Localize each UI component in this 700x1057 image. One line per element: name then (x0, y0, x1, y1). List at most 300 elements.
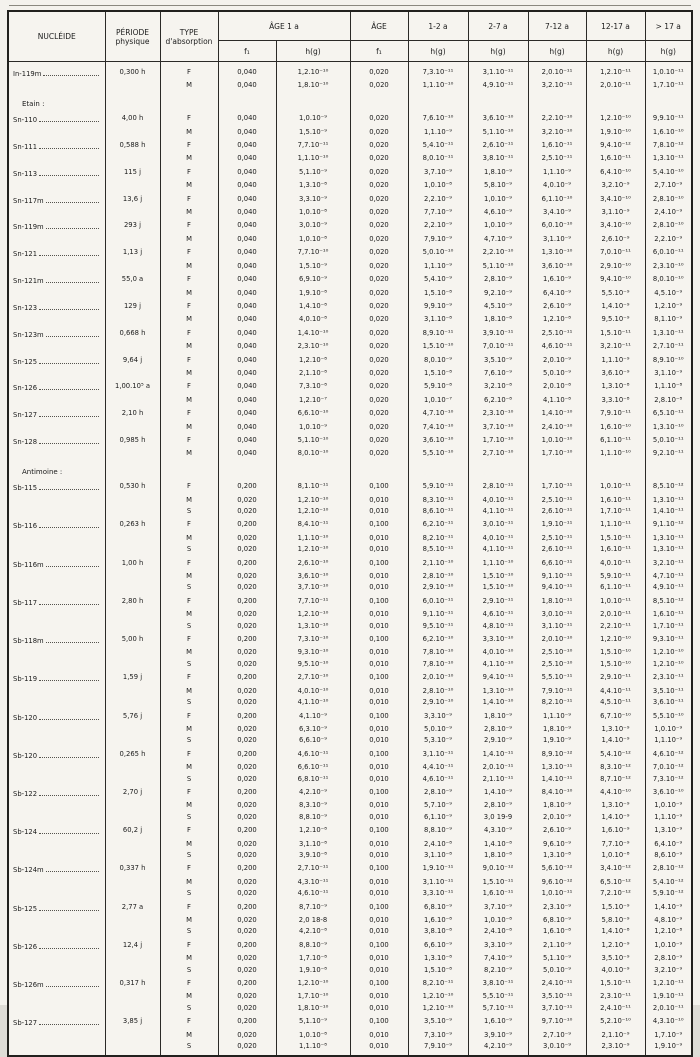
nuclide-name: Sb-117 (13, 598, 38, 607)
period-cell (105, 991, 160, 1002)
value-cell: 3,6.10⁻¹⁰ (276, 571, 350, 582)
value-cell: 0,040 (218, 127, 276, 138)
value-cell: 0,010 (350, 762, 408, 773)
header-type-line1: TYPE (179, 27, 199, 37)
value-cell: 9,3.10⁻¹¹ (645, 632, 692, 647)
value-cell: 4,9.10⁻¹¹ (468, 80, 528, 91)
nuclide-data-row (8, 1041, 692, 1056)
nuclide-name-cell (8, 272, 105, 287)
value-cell: 1,8.10⁻¹⁰ (276, 1003, 350, 1014)
value-cell: 0,200 (218, 709, 276, 724)
value-cell: 2,8.10⁻⁸ (645, 395, 692, 406)
absorption-type-cell: M (160, 127, 218, 138)
value-cell: 1,7.10⁻¹⁰ (468, 433, 528, 448)
value-cell: 1,5.10⁻¹⁰ (408, 341, 468, 352)
value-cell: 9,5.10⁻¹⁰ (276, 659, 350, 670)
value-cell: 2,5.10⁻¹¹ (528, 533, 586, 544)
value-cell: 0,200 (218, 747, 276, 762)
value-cell: 6,1.10⁻¹¹ (586, 433, 645, 448)
absorption-type-cell: F (160, 861, 218, 876)
empty-cell (586, 460, 645, 479)
value-cell: 3,0 19-9 (468, 812, 528, 823)
value-cell: 3,1.10⁻¹¹ (528, 621, 586, 632)
empty-cell (105, 460, 160, 479)
value-cell: 3,7.10⁻¹⁰ (468, 422, 528, 433)
absorption-type-cell: S (160, 926, 218, 937)
nuclide-name-cell (8, 747, 105, 762)
value-cell: 3,6.10⁻¹⁰ (408, 433, 468, 448)
value-cell: 8,9.10⁻¹⁰ (645, 353, 692, 368)
value-cell: 4,2.10⁻⁸ (276, 926, 350, 937)
value-cell: 3,0.10⁻⁹ (528, 1041, 586, 1056)
value-cell: 1,5.10⁻¹¹ (586, 326, 645, 341)
period-cell (105, 735, 160, 746)
value-cell: 5,0.10⁻⁹ (528, 368, 586, 379)
value-cell: 1,2.10⁻¹⁰ (586, 632, 645, 647)
period-cell (105, 850, 160, 861)
value-cell: 0,200 (218, 594, 276, 609)
nuclide-data-row (8, 448, 692, 459)
nuclide-data-row (8, 495, 692, 506)
value-cell: 1,4.10⁻¹⁰ (528, 406, 586, 421)
value-cell: 4,1.10⁻¹¹ (468, 506, 528, 517)
value-cell: 7,9.10⁻¹¹ (586, 406, 645, 421)
value-cell: 4,0.10⁻¹¹ (468, 495, 528, 506)
value-cell: 0,040 (218, 180, 276, 191)
value-cell: 0,010 (350, 1003, 408, 1014)
nuclide-data-row (8, 659, 692, 670)
header-age-2-7: 2-7 a (468, 11, 528, 41)
value-cell: 0,020 (218, 582, 276, 593)
value-cell: 2,3.10⁻¹¹ (645, 670, 692, 685)
value-cell: 6,4.10⁻¹⁰ (586, 165, 645, 180)
period-cell (105, 341, 160, 352)
value-cell: 7,8.10⁻¹⁰ (408, 647, 468, 658)
value-cell: 2,6.10⁻¹¹ (528, 544, 586, 555)
absorption-type-cell: F (160, 976, 218, 991)
value-cell: 4,7.10⁻¹⁰ (408, 406, 468, 421)
value-cell: 0,040 (218, 272, 276, 287)
value-cell: 7,3.10⁻⁹ (408, 1030, 468, 1041)
value-cell: 1,6.10⁻⁹ (468, 1014, 528, 1029)
empty-cell (218, 460, 276, 479)
period-cell: 5,00 h (105, 632, 160, 647)
value-cell: 3,5.10⁻⁹ (586, 953, 645, 964)
period-cell: 0,668 h (105, 326, 160, 341)
value-cell: 1,3.10⁻⁸ (528, 850, 586, 861)
value-cell: 3,7.10⁻⁹ (468, 900, 528, 915)
value-cell: 0,100 (350, 900, 408, 915)
value-cell: 0,100 (350, 976, 408, 991)
nuclide-name: Sb-124m (13, 866, 44, 875)
value-cell: 2,2.10⁻⁹ (645, 234, 692, 245)
empty-cell (276, 460, 350, 479)
header-nuclide: NUCLÉIDE (8, 11, 105, 62)
value-cell: 7,7.10⁻¹⁰ (276, 245, 350, 260)
value-cell: 1,2.10⁻¹⁰ (276, 495, 350, 506)
nuclide-name-cell (8, 506, 105, 517)
value-cell: 0,200 (218, 823, 276, 838)
nuclide-data-row (8, 762, 692, 773)
absorption-type-cell: M (160, 571, 218, 582)
value-cell: 5,0.10⁻¹⁰ (408, 245, 468, 260)
value-cell: 1,1.10⁻⁹ (645, 812, 692, 823)
value-cell: 0,200 (218, 670, 276, 685)
period-cell (105, 448, 160, 459)
period-cell: 5,76 j (105, 709, 160, 724)
value-cell: 3,8.10⁻⁸ (408, 926, 468, 937)
value-cell: 0,020 (350, 448, 408, 459)
value-cell: 0,020 (218, 495, 276, 506)
value-cell: 6,8.10⁻⁹ (528, 915, 586, 926)
nuclide-data-row (8, 272, 692, 287)
value-cell: 2,6.10⁻¹¹ (468, 138, 528, 153)
value-cell: 0,020 (218, 621, 276, 632)
value-cell: 0,010 (350, 659, 408, 670)
value-cell: 2,0 18-8 (276, 915, 350, 926)
nuclide-name: Sb-122 (13, 789, 38, 798)
dotted-leader (43, 67, 98, 76)
value-cell: 1,0.10⁻¹¹ (645, 62, 692, 81)
value-cell: 1,6.10⁻¹¹ (586, 153, 645, 164)
header-f1-age: f₁ (350, 41, 408, 62)
nuclide-data-row (8, 395, 692, 406)
nuclide-name-cell (8, 299, 105, 314)
value-cell: 1,8.10⁻¹⁰ (276, 80, 350, 91)
absorption-type-cell: S (160, 774, 218, 785)
value-cell: 0,020 (350, 341, 408, 352)
nuclide-name: In-119m (13, 70, 42, 78)
value-cell: 0,200 (218, 785, 276, 800)
value-cell: 5,4.10⁻¹² (645, 877, 692, 888)
value-cell: 6,4.10⁻⁹ (645, 839, 692, 850)
nuclide-data-row (8, 192, 692, 207)
value-cell: 0,020 (350, 180, 408, 191)
value-cell: 4,1.10⁻⁸ (528, 395, 586, 406)
empty-cell (528, 92, 586, 111)
value-cell: 2,8.10⁻⁹ (468, 272, 528, 287)
value-cell: 0,040 (218, 326, 276, 341)
nuclide-data-row (8, 965, 692, 976)
nuclide-name-cell (8, 479, 105, 494)
nuclide-data-row (8, 127, 692, 138)
value-cell: 1,0.10⁻⁸ (276, 234, 350, 245)
value-cell: 0,010 (350, 926, 408, 937)
value-cell: 1,7.10⁻¹¹ (645, 80, 692, 91)
value-cell: 1,1.10⁻⁹ (586, 353, 645, 368)
period-cell: 293 j (105, 218, 160, 233)
absorption-type-cell: S (160, 544, 218, 555)
value-cell: 2,1.10⁻⁹ (528, 938, 586, 953)
value-cell: 0,020 (350, 127, 408, 138)
absorption-type-cell: M (160, 609, 218, 620)
value-cell: 8,0.10⁻¹⁰ (645, 272, 692, 287)
dotted-leader (46, 558, 99, 567)
nuclide-data-row (8, 1003, 692, 1014)
value-cell: 1,6.10⁻¹⁰ (645, 127, 692, 138)
value-cell: 0,020 (218, 735, 276, 746)
period-cell: 2,10 h (105, 406, 160, 421)
nuclide-data-row (8, 724, 692, 735)
value-cell: 6,4.10⁻⁹ (528, 288, 586, 299)
value-cell: 1,2.10⁻⁸ (528, 314, 586, 325)
value-cell: 0,040 (218, 288, 276, 299)
value-cell: 2,1.10⁻⁹ (586, 1030, 645, 1041)
value-cell: 1,6.10⁻¹¹ (586, 495, 645, 506)
nuclide-name-cell (8, 192, 105, 207)
value-cell: 0,200 (218, 900, 276, 915)
value-cell: 0,010 (350, 724, 408, 735)
value-cell: 3,3.10⁻¹¹ (408, 888, 468, 899)
nuclide-data-row (8, 670, 692, 685)
value-cell: 2,2.10⁻⁹ (408, 192, 468, 207)
nuclide-name-cell (8, 1041, 105, 1056)
value-cell: 4,0.10⁻¹⁰ (468, 647, 528, 658)
absorption-type-cell: M (160, 314, 218, 325)
value-cell: 0,010 (350, 965, 408, 976)
value-cell: 0,020 (218, 1003, 276, 1014)
value-cell: 0,010 (350, 582, 408, 593)
value-cell: 1,9.10⁻¹⁰ (586, 127, 645, 138)
nuclide-data-row (8, 245, 692, 260)
value-cell: 0,010 (350, 533, 408, 544)
nuclide-data-row (8, 709, 692, 724)
value-cell: 0,100 (350, 632, 408, 647)
value-cell: 9,4.10⁻¹² (586, 138, 645, 153)
value-cell: 1,3.10⁻¹⁰ (276, 621, 350, 632)
value-cell: 4,0.10⁻⁹ (586, 965, 645, 976)
nuclide-data-row (8, 594, 692, 609)
nuclide-name-cell (8, 850, 105, 861)
value-cell: 2,5.10⁻¹⁰ (528, 647, 586, 658)
nuclide-data-row (8, 938, 692, 953)
dotted-leader (39, 355, 98, 364)
period-cell (105, 839, 160, 850)
nuclide-name-cell (8, 774, 105, 785)
value-cell: 1,2.10⁻¹⁰ (276, 609, 350, 620)
value-cell: 0,100 (350, 823, 408, 838)
value-cell: 4,3.10⁻⁹ (468, 823, 528, 838)
period-cell (105, 609, 160, 620)
value-cell: 0,020 (218, 1041, 276, 1056)
value-cell: 1,0.10⁻¹¹ (586, 594, 645, 609)
header-age-over-17: > 17 a (645, 11, 692, 41)
header-age-7-12: 7-12 a (528, 11, 586, 41)
value-cell: 1,2.10⁻⁸ (645, 926, 692, 937)
value-cell: 0,200 (218, 479, 276, 494)
value-cell: 5,5.10⁻¹¹ (468, 991, 528, 1002)
value-cell: 0,020 (350, 299, 408, 314)
value-cell: 0,200 (218, 1014, 276, 1029)
nuclide-data-row (8, 915, 692, 926)
period-cell (105, 544, 160, 555)
period-cell (105, 533, 160, 544)
nuclide-name-cell (8, 326, 105, 341)
value-cell: 0,020 (350, 234, 408, 245)
value-cell: 8,2.10⁻¹¹ (528, 697, 586, 708)
value-cell: 0,020 (350, 192, 408, 207)
absorption-type-cell: M (160, 877, 218, 888)
absorption-type-cell: F (160, 670, 218, 685)
value-cell: 1,3.10⁻¹⁰ (645, 422, 692, 433)
nuclide-data-row (8, 556, 692, 571)
absorption-type-cell: M (160, 953, 218, 964)
value-cell: 0,040 (218, 111, 276, 126)
value-cell: 2,3.10⁻¹⁰ (468, 406, 528, 421)
value-cell: 0,020 (218, 877, 276, 888)
period-cell (105, 647, 160, 658)
value-cell: 4,5.10⁻⁹ (468, 299, 528, 314)
value-cell: 0,040 (218, 218, 276, 233)
nuclide-name: Sn-110 (13, 116, 38, 125)
value-cell: 0,040 (218, 368, 276, 379)
value-cell: 1,4.10⁻⁹ (586, 299, 645, 314)
value-cell: 3,1.10⁻⁹ (586, 207, 645, 218)
value-cell: 2,2.10⁻⁹ (408, 218, 468, 233)
period-cell: 115 j (105, 165, 160, 180)
value-cell: 3,7.10⁻¹¹ (528, 1003, 586, 1014)
value-cell: 0,100 (350, 594, 408, 609)
value-cell: 2,0.10⁻¹¹ (586, 80, 645, 91)
value-cell: 0,010 (350, 812, 408, 823)
nuclide-name-cell (8, 111, 105, 126)
header-age-1-2: 1-2 a (408, 11, 468, 41)
value-cell: 8,3.10⁻¹¹ (408, 495, 468, 506)
value-cell: 0,010 (350, 991, 408, 1002)
value-cell: 1,0.10⁻⁹ (276, 111, 350, 126)
nuclide-data-row (8, 861, 692, 876)
value-cell: 0,010 (350, 506, 408, 517)
nuclide-name-cell (8, 533, 105, 544)
nuclide-name-cell (8, 62, 105, 81)
value-cell: 1,0.10⁻⁹ (645, 938, 692, 953)
value-cell: 1,3.10⁻¹¹ (645, 495, 692, 506)
nuclide-name: Sn-113 (13, 169, 38, 178)
value-cell: 0,010 (350, 697, 408, 708)
nuclide-name-cell (8, 353, 105, 368)
value-cell: 1,7.10⁻¹¹ (645, 621, 692, 632)
nuclide-data-row (8, 165, 692, 180)
value-cell: 5,1.10⁻¹⁰ (276, 433, 350, 448)
nuclide-name: Sn-123m (13, 330, 44, 339)
value-cell: 1,5.10⁻⁹ (276, 127, 350, 138)
dotted-leader (39, 381, 98, 390)
value-cell: 1,9.10⁻¹¹ (408, 861, 468, 876)
period-cell (105, 180, 160, 191)
value-cell: 1,5.10⁻¹⁰ (468, 571, 528, 582)
nuclide-name-cell (8, 422, 105, 433)
value-cell: 1,5.10⁻¹¹ (586, 976, 645, 991)
section-label: Etain : (8, 92, 105, 111)
value-cell: 5,1.10⁻¹⁰ (468, 261, 528, 272)
value-cell: 1,4.10⁻¹⁰ (276, 326, 350, 341)
value-cell: 1,3.10⁻¹¹ (528, 762, 586, 773)
nuclide-data-row (8, 571, 692, 582)
value-cell: 0,200 (218, 517, 276, 532)
value-cell: 5,5.10⁻¹⁰ (645, 709, 692, 724)
value-cell: 0,100 (350, 785, 408, 800)
value-cell: 0,020 (218, 1030, 276, 1041)
value-cell: 7,8.10⁻¹² (645, 138, 692, 153)
empty-cell (468, 460, 528, 479)
value-cell: 5,5.10⁻⁹ (586, 288, 645, 299)
value-cell: 0,020 (350, 153, 408, 164)
value-cell: 4,4.10⁻¹¹ (586, 686, 645, 697)
value-cell: 6,3.10⁻⁹ (276, 724, 350, 735)
value-cell: 0,040 (218, 406, 276, 421)
value-cell: 1,2.10⁻¹⁰ (276, 62, 350, 81)
value-cell: 6,6.10⁻¹⁰ (276, 406, 350, 421)
nuclide-name-cell (8, 379, 105, 394)
value-cell: 1,6.10⁻¹¹ (468, 888, 528, 899)
value-cell: 1,2.10⁻¹⁰ (276, 506, 350, 517)
value-cell: 2,8.10⁻¹⁰ (645, 192, 692, 207)
period-cell (105, 621, 160, 632)
absorption-type-cell: M (160, 724, 218, 735)
nuclide-data-row (8, 785, 692, 800)
value-cell: 5,1.10⁻⁹ (276, 165, 350, 180)
value-cell: 3,6.10⁻⁹ (586, 368, 645, 379)
nuclide-name-cell (8, 234, 105, 245)
nuclide-name: Sn-127 (13, 411, 38, 420)
value-cell: 1,4.10⁻¹⁰ (468, 697, 528, 708)
value-cell: 3,0.10⁻⁹ (276, 218, 350, 233)
value-cell: 7,3.10⁻⁸ (276, 379, 350, 394)
value-cell: 7,9.10⁻⁹ (408, 1041, 468, 1056)
value-cell: 6,7.10⁻¹⁰ (586, 709, 645, 724)
value-cell: 1,2.10⁻¹⁰ (276, 544, 350, 555)
absorption-type-cell: M (160, 234, 218, 245)
value-cell: 1,4.10⁻⁸ (468, 839, 528, 850)
value-cell: 0,040 (218, 353, 276, 368)
dotted-leader (39, 672, 98, 681)
value-cell: 1,1.10⁻¹¹ (586, 517, 645, 532)
value-cell: 1,5.10⁻⁸ (408, 368, 468, 379)
absorption-type-cell: M (160, 448, 218, 459)
value-cell: 0,200 (218, 938, 276, 953)
value-cell: 9,6.10⁻¹² (528, 877, 586, 888)
value-cell: 3,1.10⁻⁹ (528, 234, 586, 245)
absorption-type-cell: F (160, 709, 218, 724)
dotted-leader (39, 711, 98, 720)
period-cell: 60,2 j (105, 823, 160, 838)
value-cell: 1,4.10⁻¹¹ (645, 506, 692, 517)
value-cell: 2,7.10⁻¹⁰ (468, 448, 528, 459)
nuclide-name: Sn-123 (13, 303, 38, 312)
value-cell: 1,9.10⁻⁸ (276, 288, 350, 299)
nuclide-data-row (8, 62, 692, 81)
period-cell (105, 127, 160, 138)
section-row (8, 460, 692, 479)
value-cell: 8,4.10⁻¹¹ (276, 517, 350, 532)
value-cell: 2,8.10⁻¹¹ (468, 479, 528, 494)
period-cell: 13,6 j (105, 192, 160, 207)
value-cell: 1,1.10⁻⁹ (408, 261, 468, 272)
nuclide-name: Sb-124 (13, 828, 38, 837)
empty-cell (468, 92, 528, 111)
period-cell: 3,85 j (105, 1014, 160, 1029)
value-cell: 0,020 (350, 406, 408, 421)
period-cell (105, 953, 160, 964)
value-cell: 7,7.10⁻⁹ (408, 207, 468, 218)
value-cell: 8,1.10⁻¹¹ (276, 479, 350, 494)
value-cell: 4,8.10⁻⁹ (645, 915, 692, 926)
absorption-type-cell: M (160, 80, 218, 91)
value-cell: 1,1.10⁻⁸ (645, 379, 692, 394)
nuclide-name: Sn-121m (13, 277, 44, 286)
nuclide-data-row (8, 888, 692, 899)
value-cell: 1,8.10⁻⁹ (528, 800, 586, 811)
